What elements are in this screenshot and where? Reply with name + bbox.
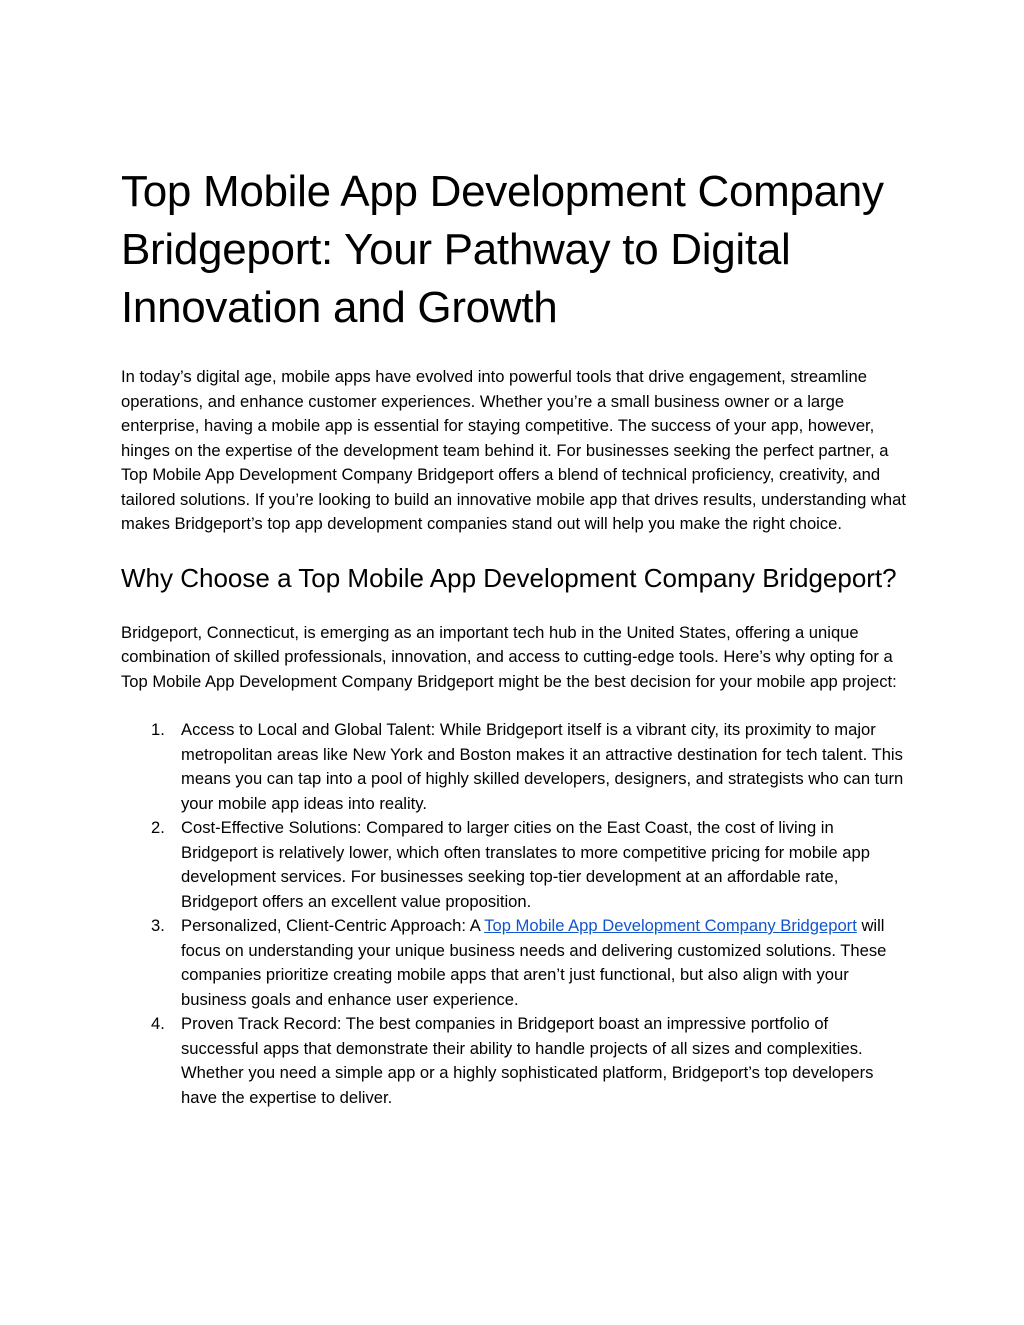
list-item <box>121 718 906 816</box>
section-heading: Why Choose a Top Mobile App Development Company Bridgeport? <box>121 562 897 593</box>
list-number: 1. <box>151 720 165 739</box>
reasons-list <box>121 718 906 1110</box>
page-title: Top Mobile App Development Company Bridgeport: Your Pathway to Digital Innovation and Growth <box>121 167 884 332</box>
intro-paragraph: In today’s digital age, mobile apps have evolved into powerful tools that drive engagement, streamline operations, and enhance customer experiences. Whether you’re a small business owner or a large enterprise, having a mobile app is essential for staying competitive. The success of your app, however, hinges on the expertise of the development team behind it. For businesses seeking the perfect partner, a Top Mobile App Development Company Bridgeport offers a blend of technical proficiency, creativity, and tailored solutions. If you’re looking to build an innovative mobile app that drives results, understanding what makes Bridgeport’s top app development companies stand out will help you make the right choice. <box>121 367 906 533</box>
list-item-text: Proven Track Record: The best companies in Bridgeport boast an impressive portfolio of successful apps that demonstrate their ability to handle projects of all sizes and complexities. Whether you need a simple app or a highly sophisticated platform, Bridgeport’s top developers have the expertise to deliver. <box>181 1014 874 1107</box>
list-item-text-after: will focus on understanding your unique business needs and delivering customized solutions. These companies prioritize creating mobile apps that aren’t just functional, but also align with your business goals and enhance user experience. <box>181 916 887 1009</box>
list-number: 2. <box>151 818 165 837</box>
list-item-text-before: Personalized, Client-Centric Approach: A <box>181 916 485 935</box>
list-item <box>121 1012 906 1110</box>
list-number: 3. <box>151 916 165 935</box>
company-link[interactable]: Top Mobile App Development Company Bridgeport <box>484 916 857 935</box>
list-item <box>121 914 906 1012</box>
document-body <box>121 163 906 1110</box>
list-number: 4. <box>151 1014 165 1033</box>
section-intro-paragraph: Bridgeport, Connecticut, is emerging as an important tech hub in the United States, offering a unique combination of skilled professionals, innovation, and access to cutting-edge tools. Here’s why opting for a Top Mobile App Development Company Bridgeport might be the best decision for your mobile app project: <box>121 622 897 691</box>
list-item-text: Cost-Effective Solutions: Compared to larger cities on the East Coast, the cost of living in Bridgeport is relatively lower, which often translates to more competitive pricing for mobile app development services. For businesses seeking top-tier development at an affordable rate, Bridgeport offers an excellent value proposition. <box>181 818 870 911</box>
list-item <box>121 816 906 914</box>
list-item-text: Access to Local and Global Talent: While Bridgeport itself is a vibrant city, its proximity to major metropolitan areas like New York and Boston makes it an attractive destination for tech talent. This means you can tap into a pool of highly skilled developers, designers, and strategists who can turn your mobile app ideas into reality. <box>181 720 904 813</box>
